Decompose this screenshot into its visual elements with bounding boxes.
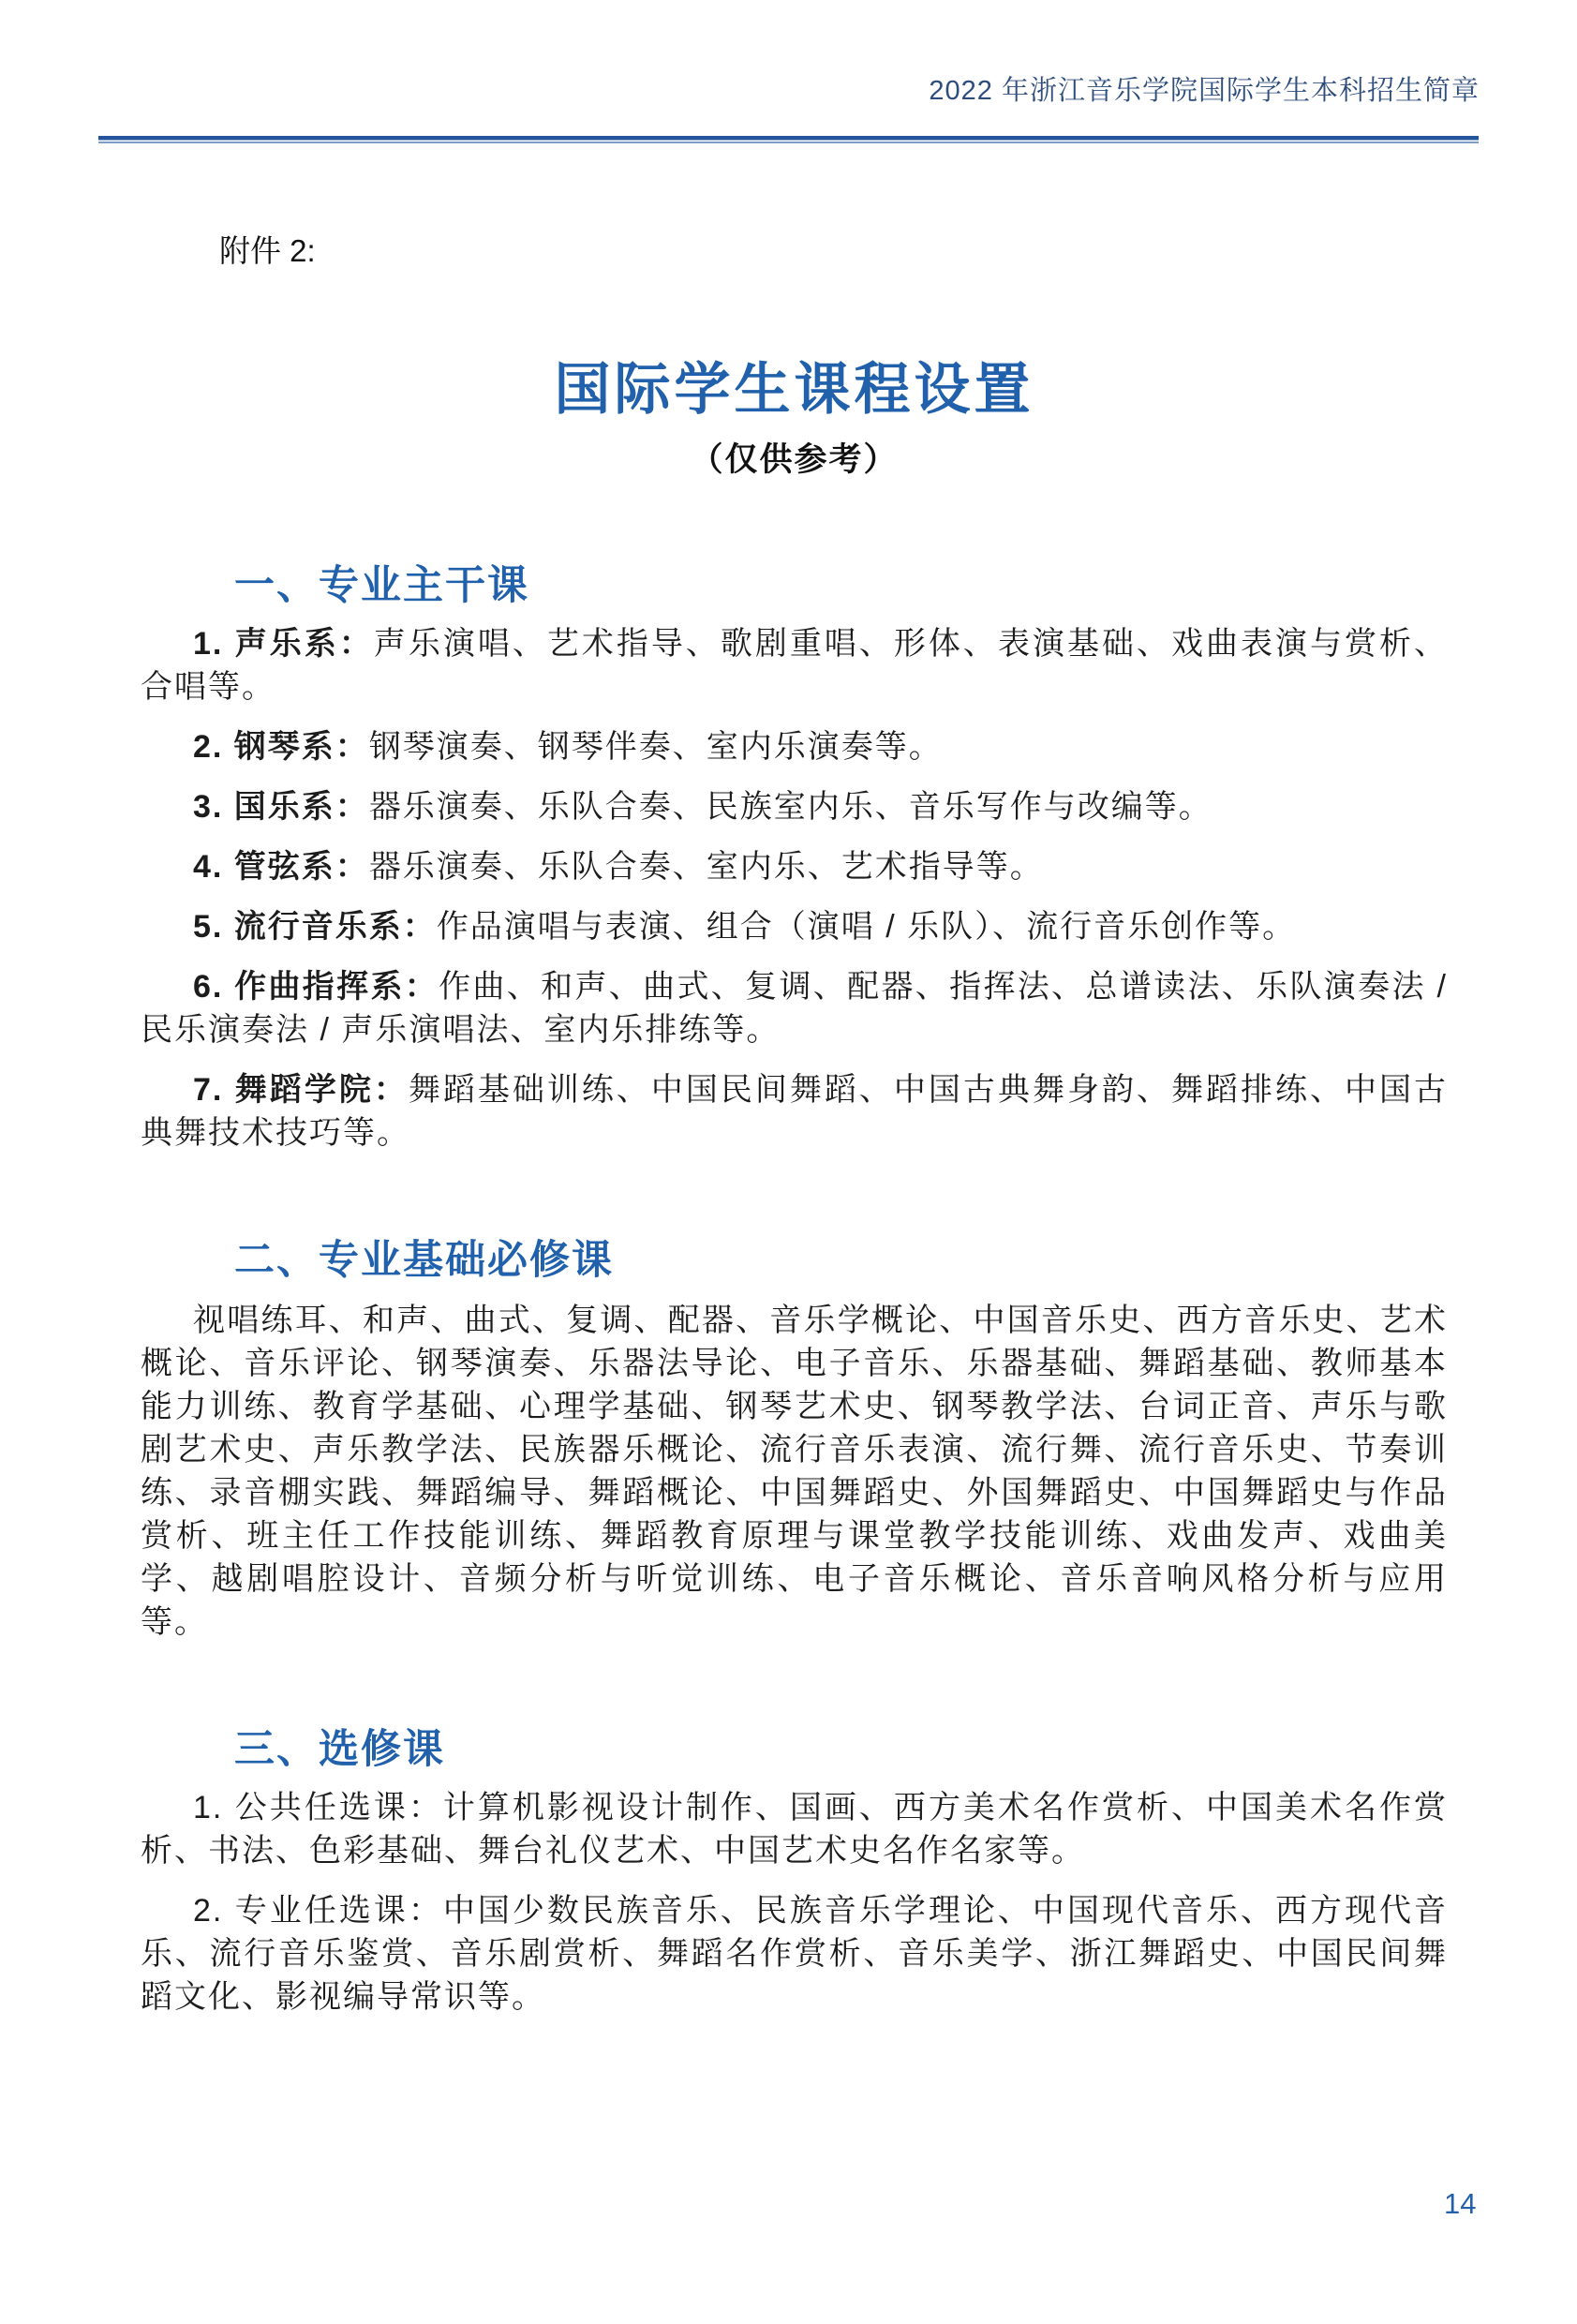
course-item-piano (141, 725, 1448, 768)
section-heading-electives: 三、选修课 (234, 1727, 445, 1772)
course-item-label: 7. 舞蹈学院： (193, 1072, 409, 1108)
section-heading-major-courses: 一、专业主干课 (234, 563, 529, 608)
elective-item-label: 2. 专业任选课： (193, 1893, 443, 1929)
course-item-text: 声乐演唱、艺术指导、歌剧重唱、形体、表演基础、戏曲表演与赏析、合唱等。 (141, 626, 1449, 705)
elective-item-text: 中国少数民族音乐、民族音乐学理论、中国现代音乐、西方现代音乐、流行音乐鉴赏、音乐剧赏析、舞蹈名作赏析、音乐美学、浙江舞蹈史、中国民间舞蹈文化、影视编导常识等。 (141, 1893, 1448, 2015)
document-subtitle: （仅供参考） (690, 441, 899, 478)
elective-item-text: 计算机影视设计制作、国画、西方美术名作赏析、中国美术名作赏析、书法、色彩基础、舞台礼仪艺术、中国艺术史名作名家等。 (141, 1790, 1448, 1869)
course-item-label: 4. 管弦系： (193, 849, 369, 885)
required-courses-paragraph: 视唱练耳、和声、曲式、复调、配器、音乐学概论、中国音乐史、西方音乐史、艺术概论、音乐评论、钢琴演奏、乐器法导论、电子音乐、乐器基础、舞蹈基础、教师基本能力训练、教育学基础、心理学基础、钢琴艺术史、钢琴教学法、台词正音、声乐与歌剧艺术史、声乐教学法、民族器乐概论、流行音乐表演、流行舞、流行音乐史、节奏训练、录音棚实践、舞蹈编导、舞蹈概论、中国舞蹈史、外国舞蹈史、中国舞蹈史与作品赏析、班主任工作技能训练、舞蹈教育原理与课堂教学技能训练、戏曲发声、戏曲美学、越剧唱腔设计、音频分析与听觉训练、电子音乐概论、音乐音响风格分析与应用等。 (141, 1303, 1448, 1640)
document-content (141, 0, 1448, 2035)
page-number: 14 (1444, 2187, 1477, 2220)
course-item-orchestral (141, 845, 1448, 888)
course-item-label: 3. 国乐系： (193, 789, 369, 825)
course-item-dance (141, 1068, 1448, 1155)
course-item-label: 1. 声乐系： (193, 626, 374, 662)
course-item-text: 作曲、和声、曲式、复调、配器、指挥法、总谱读法、乐队演奏法 / 民乐演奏法 / 声乐演唱法、室内乐排练等。 (141, 969, 1449, 1048)
page-header-text: 2022 年浙江音乐学院国际学生本科招生简章 (929, 76, 1480, 106)
course-item-text: 作品演唱与表演、组合（演唱 / 乐队）、流行音乐创作等。 (436, 909, 1297, 945)
course-item-text: 钢琴演奏、钢琴伴奏、室内乐演奏等。 (368, 729, 943, 765)
attachment-label: 附件 2: (219, 233, 316, 268)
course-item-composition-conducting (141, 965, 1448, 1051)
course-item-chinese-music (141, 785, 1448, 828)
course-item-label: 6. 作曲指挥系： (193, 969, 439, 1005)
elective-item-public (141, 1786, 1448, 1872)
elective-item-professional (141, 1889, 1448, 2019)
elective-item-label: 1. 公共任选课： (193, 1790, 443, 1825)
course-item-label: 5. 流行音乐系： (193, 909, 437, 945)
section-heading-required-courses: 二、专业基础必修课 (234, 1238, 614, 1283)
course-item-vocal (141, 622, 1448, 708)
course-item-text: 器乐演奏、乐队合奏、民族室内乐、音乐写作与改编等。 (368, 789, 1213, 825)
course-item-text: 舞蹈基础训练、中国民间舞蹈、中国古典舞身韵、舞蹈排练、中国古典舞技术技巧等。 (141, 1072, 1448, 1151)
course-item-label: 2. 钢琴系： (193, 729, 369, 765)
course-item-pop-music (141, 905, 1448, 948)
course-item-text: 器乐演奏、乐队合奏、室内乐、艺术指导等。 (368, 849, 1044, 885)
document-title: 国际学生课程设置 (554, 359, 1034, 421)
